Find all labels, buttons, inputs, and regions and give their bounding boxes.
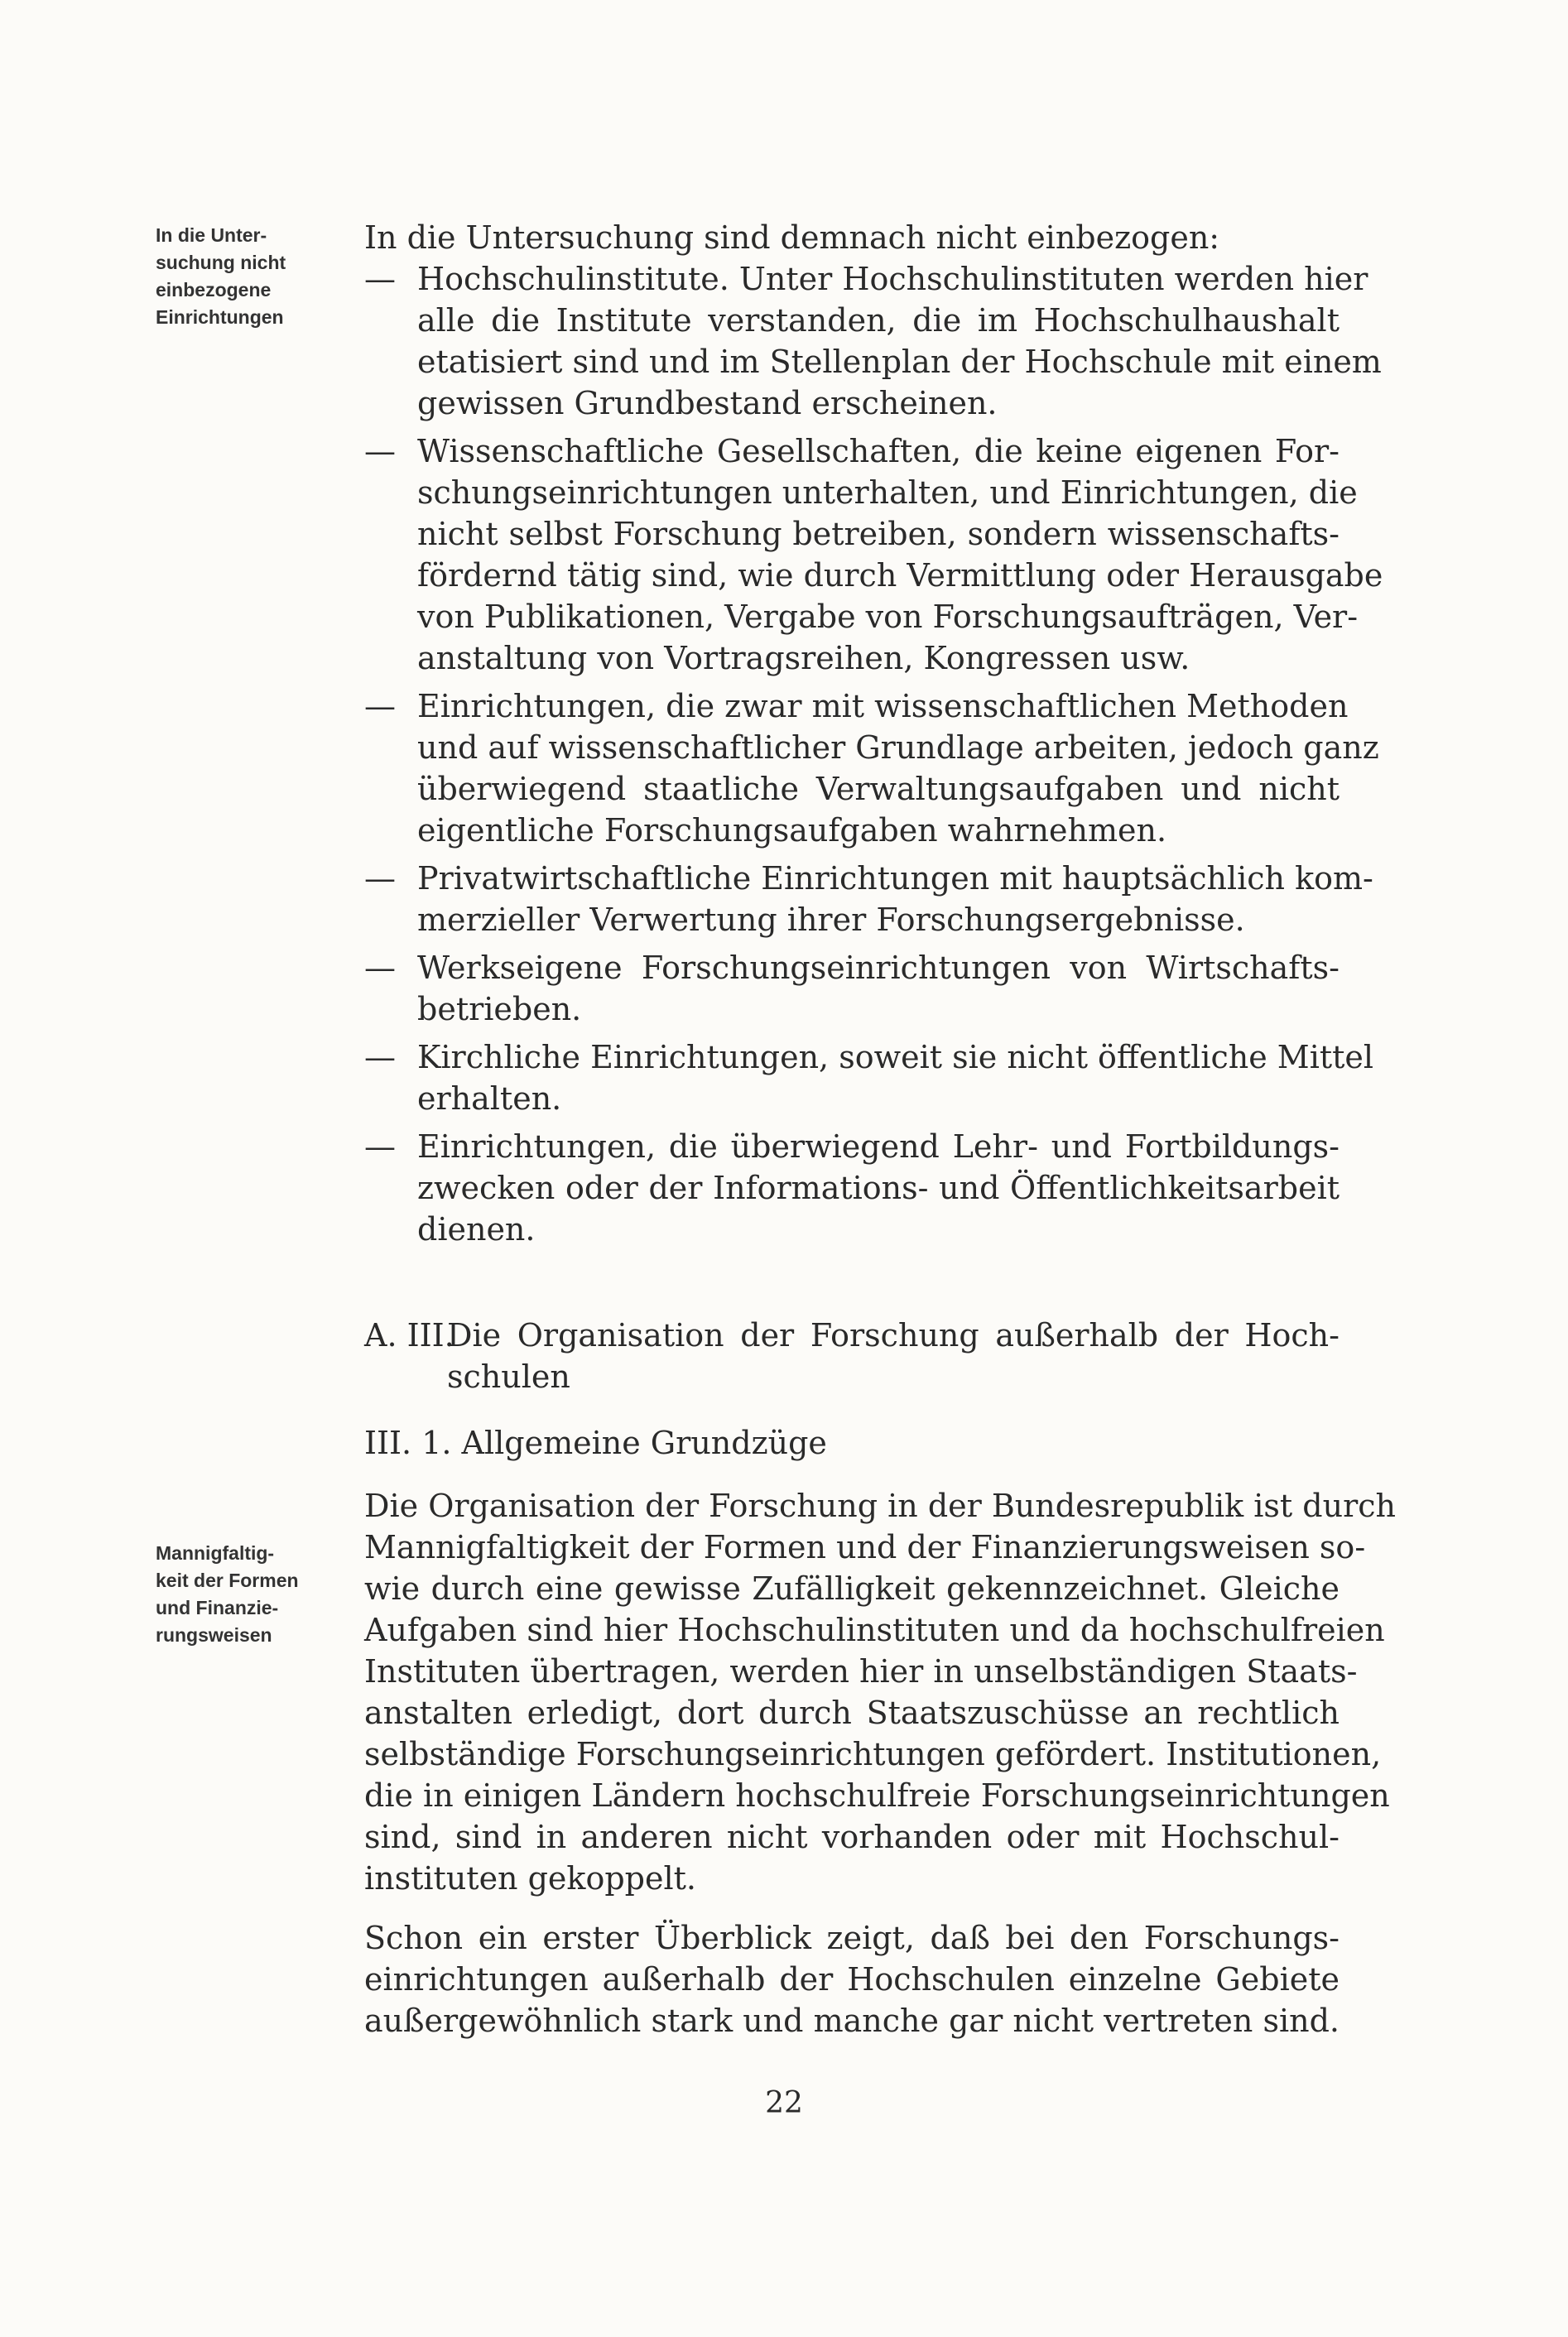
paragraph-line: sind, sind in anderen nicht vorhanden oder mit Hochschul- [364, 1819, 1340, 1855]
list-item [364, 1126, 1340, 1250]
margin-note-line: Mannigfaltig- [156, 1542, 275, 1564]
list-item [364, 258, 1382, 424]
margin-note-line: und Finanzie- [156, 1597, 279, 1618]
list-item-line: zwecken oder der Informations- und Öffentlichkeitsarbeit [417, 1170, 1340, 1206]
paragraph-line: Aufgaben sind hier Hochschulinstituten und da hochschulfreien [364, 1612, 1385, 1648]
list-item-line: von Publikationen, Vergabe von Forschungsaufträgen, Ver- [417, 599, 1359, 635]
subsection-heading [364, 1422, 1340, 1464]
section-heading [364, 1315, 1340, 1397]
paragraph-line: anstalten erledigt, dort durch Staatszuschüsse an rechtlich [364, 1695, 1340, 1731]
margin-note-line: rungsweisen [156, 1624, 272, 1646]
paragraph-organisation [364, 1485, 1396, 1899]
paragraph-line: wie durch eine gewisse Zufälligkeit gekennzeichnet. Gleiche [364, 1570, 1340, 1607]
list-item-line: und auf wissenschaftlicher Grundlage arbeiten, jedoch ganz [417, 729, 1379, 766]
list-item-line: anstaltung von Vortragsreihen, Kongressen usw. [417, 640, 1190, 676]
list-item-line: eigentliche Forschungsaufgaben wahrnehmen. [417, 812, 1167, 849]
list-item-line: überwiegend staatliche Verwaltungsaufgaben und nicht [417, 771, 1340, 807]
list-item [364, 1036, 1374, 1119]
margin-note-diversity [156, 1540, 346, 1649]
list-item [364, 858, 1373, 940]
dash-bullet: — [364, 950, 396, 986]
paragraph-line: selbständige Forschungseinrichtungen gefördert. Institutionen, [364, 1736, 1382, 1772]
list-item-line: nicht selbst Forschung betreiben, sondern wissenschafts- [417, 516, 1340, 552]
list-item-line: etatisiert sind und im Stellenplan der Hochschule mit einem [417, 344, 1382, 380]
list-item-line: merzieller Verwertung ihrer Forschungsergebnisse. [417, 902, 1245, 938]
paragraph-overview [364, 1917, 1340, 2041]
intro-line: In die Untersuchung sind demnach nicht einbezogen: [364, 219, 1220, 256]
excluded-list-section [364, 217, 1383, 1250]
list-item-line: alle die Institute verstanden, die im Hochschulhaushalt [417, 302, 1340, 339]
list-item-line: Kirchliche Einrichtungen, soweit sie nicht öffentliche Mittel [417, 1039, 1374, 1075]
margin-note-line: Einrichtungen [156, 306, 284, 328]
margin-note-line: einbezogene [156, 279, 272, 301]
margin-note-excluded [156, 222, 346, 331]
dash-bullet: — [364, 433, 396, 469]
dash-bullet: — [364, 261, 396, 297]
list-item [364, 430, 1383, 679]
section-title-line2: schulen [447, 1358, 570, 1395]
dash-bullet: — [364, 1128, 396, 1165]
list-item-line: fördernd tätig sind, wie durch Vermittlung oder Herausgabe [417, 557, 1383, 594]
list-item-line: dienen. [417, 1211, 536, 1248]
paragraph-line: Schon ein erster Überblick zeigt, daß bei den Forschungs- [364, 1920, 1340, 1956]
list-item [364, 685, 1379, 851]
section-title-line1: Die Organisation der Forschung außerhalb der Hoch- [447, 1317, 1340, 1354]
subsection-title: III. 1. Allgemeine Grundzüge [364, 1425, 827, 1461]
list-item [364, 947, 1340, 1030]
paragraph-line: außergewöhnlich stark und manche gar nicht vertreten sind. [364, 2003, 1340, 2039]
list-item-line: Werkseigene Forschungseinrichtungen von Wirtschafts- [417, 950, 1340, 986]
paragraph-line: instituten gekoppelt. [364, 1860, 696, 1897]
list-item-line: Privatwirtschaftliche Einrichtungen mit hauptsächlich kom- [417, 860, 1373, 897]
paragraph-line: die in einigen Ländern hochschulfreie Forschungseinrichtungen [364, 1777, 1390, 1814]
paragraph-line: einrichtungen außerhalb der Hochschulen einzelne Gebiete [364, 1961, 1340, 1998]
margin-note-line: suchung nicht [156, 252, 286, 273]
list-item-line: Wissenschaftliche Gesellschaften, die keine eigenen For- [417, 433, 1340, 469]
margin-note-line: keit der Formen [156, 1570, 299, 1591]
list-item-line: erhalten. [417, 1080, 562, 1117]
list-item-line: betrieben. [417, 991, 582, 1027]
paragraph-line: Mannigfaltigkeit der Formen und der Finanzierungsweisen so- [364, 1529, 1366, 1565]
list-item-line: Einrichtungen, die zwar mit wissenschaftlichen Methoden [417, 688, 1349, 724]
list-item-line: Hochschulinstitute. Unter Hochschulinstituten werden hier [417, 261, 1368, 297]
list-item-line: schungseinrichtungen unterhalten, und Einrichtungen, die [417, 474, 1358, 511]
section-heading-line [364, 1315, 1340, 1356]
list-item-line: Einrichtungen, die überwiegend Lehr- und Fortbildungs- [417, 1128, 1340, 1165]
dash-bullet: — [364, 688, 396, 724]
paragraph-line: Instituten übertragen, werden hier in unselbständigen Staats- [364, 1653, 1358, 1690]
list-item-line: gewissen Grundbestand erscheinen. [417, 385, 998, 421]
page-number: 22 [765, 2086, 803, 2120]
section-number: A. III. [364, 1317, 455, 1354]
dash-bullet: — [364, 1039, 396, 1075]
margin-note-line: In die Unter- [156, 224, 267, 246]
paragraph-line: Die Organisation der Forschung in der Bundesrepublik ist durch [364, 1488, 1396, 1524]
dash-bullet: — [364, 860, 396, 897]
